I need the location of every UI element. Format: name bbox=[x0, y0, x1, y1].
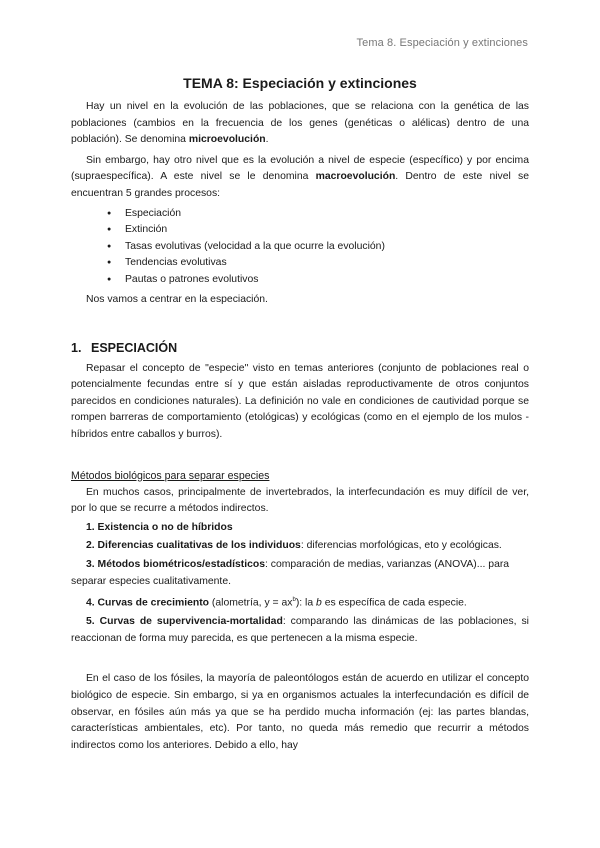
intro-paragraph-3: Nos vamos a centrar en la especiación. bbox=[86, 294, 268, 306]
method-5 bbox=[71, 614, 529, 647]
method-4 bbox=[71, 592, 529, 612]
running-header: Tema 8. Especiación y extinciones bbox=[356, 37, 528, 49]
term-microevolucion: microevolución bbox=[188, 134, 266, 146]
method-1 bbox=[71, 520, 529, 537]
methods-intro: En muchos casos, principalmente de invertebrados, la interfecundación es muy difícil de ver, por lo que se recurre a métodos indirectos. bbox=[71, 486, 529, 515]
list-item: ● Tendencias evolutivas bbox=[125, 255, 529, 272]
subheading-metodos: Métodos biológicos para separar especies bbox=[71, 469, 270, 482]
list-item: ● Tasas evolutivas (velocidad a la que ocurre la evolución) bbox=[125, 239, 529, 256]
spacer bbox=[71, 647, 529, 671]
method-4-text-b: ): la bbox=[295, 597, 317, 609]
method-4-text-c: es específica de cada especie. bbox=[321, 597, 467, 609]
method-4-title: 4. Curvas de crecimiento bbox=[86, 597, 210, 609]
method-4-exponent: b bbox=[292, 597, 296, 604]
section-number: 1. bbox=[71, 340, 82, 355]
method-3-text: : comparación de medias, varianzas (ANOVA)... para separar especies cualitativamente. bbox=[71, 559, 510, 587]
intro-p1-text: Hay un nivel en la evolución de las poblaciones, que se relaciona con la genética de las poblaciones (cambios en la frecuencia de los genes (genéticas o alélicas) dentro de una población). Se denomina bbox=[71, 101, 529, 146]
intro-p2-text: Sin embargo, hay otro nivel que es la evolución a nivel de especie (específico) y por encima (supraespecífica). A este nivel se le denomina bbox=[71, 154, 529, 183]
section-title: ESPECIACIÓN bbox=[91, 340, 178, 355]
method-4-italic: b bbox=[316, 597, 322, 609]
document-title: TEMA 8: Especiación y extinciones bbox=[183, 75, 417, 91]
method-5-title: 5. Curvas de supervivencia-mortalidad bbox=[86, 616, 283, 628]
method-2 bbox=[71, 538, 529, 555]
intro-p1-end: . bbox=[265, 134, 269, 146]
intro-paragraph-2 bbox=[71, 153, 529, 203]
method-5-text: : comparando las dinámicas de las poblaciones, si reaccionan de forma muy parecida, es que pertenecen a la misma especie. bbox=[71, 616, 529, 644]
method-2-title: 2. Diferencias cualitativas de los individuos bbox=[86, 540, 301, 552]
intro-p2-end: . Dentro de este nivel se encuentran 5 grandes procesos: bbox=[71, 171, 530, 199]
method-2-text: : diferencias morfológicas, eto y ecológicas. bbox=[300, 540, 502, 552]
intro-paragraph-1 bbox=[71, 99, 529, 149]
section1-paragraph: Repasar el concepto de "especie" visto en temas anteriores (conjunto de poblaciones real o potencialmente fecundas entre sí y que están aisladas reproductivamente de otros conjuntos parecidos en condiciones naturales). La definición no vale en condiciones de cautividad porque se rompen barreras de comportamiento (etológicas) y ecológicas (como en el ejemplo de los mulos -híbridos entre caballos y burros). bbox=[71, 362, 529, 441]
term-macroevolucion: macroevolución bbox=[315, 171, 396, 183]
method-3 bbox=[71, 557, 529, 590]
section-heading-especiacion bbox=[71, 339, 529, 357]
list-item: ● Especiación bbox=[125, 206, 529, 223]
method-4-text-a: (alometría, y = ax bbox=[209, 597, 293, 609]
fossils-paragraph: En el caso de los fósiles, la mayoría de paleontólogos están de acuerdo en utilizar el concepto biológico de especie. Sin embargo, si ya en organismos actuales la interfecundación es difícil de observar, en fósiles aún más ya que se ha perdido mucha información (ej: las partes blandas, características ambientales, etc). Por tanto, no queda más remedio que recurrir a métodos indirectos como los anteriores. Debido a ello, hay bbox=[71, 673, 529, 751]
list-item: ● Extinción bbox=[125, 222, 529, 239]
processes-list bbox=[71, 206, 529, 289]
list-item: ● Pautas o patrones evolutivos bbox=[125, 272, 529, 289]
method-3-title: 3. Métodos biométricos/estadísticos bbox=[86, 559, 265, 570]
document-body bbox=[71, 73, 529, 754]
method-1-title: 1. Existencia o no de híbridos bbox=[86, 521, 233, 533]
